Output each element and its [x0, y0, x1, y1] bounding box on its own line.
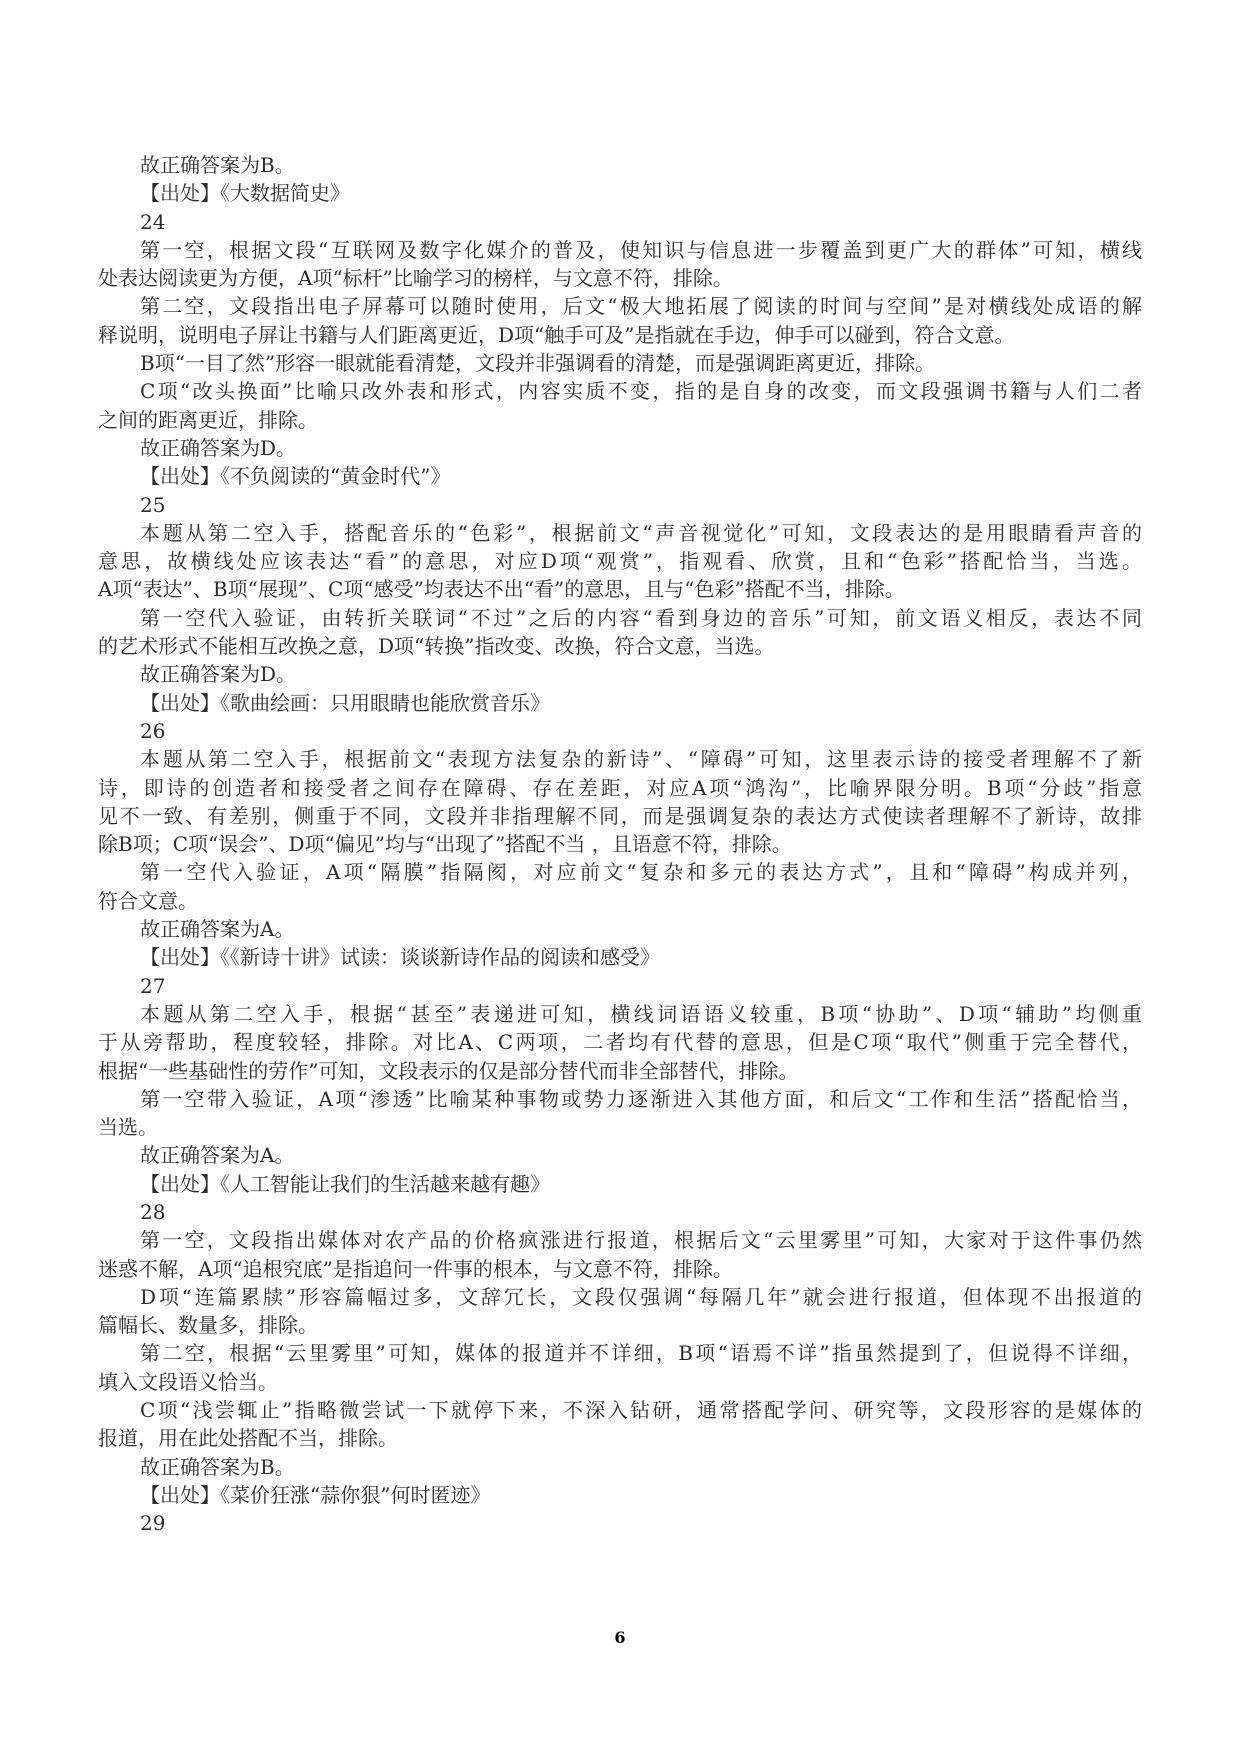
text-line: 28 [140, 1199, 166, 1224]
text-line: D项“连篇累牍”形容篇幅过多，文辞冗长，文段仅强调“每隔几年”就会进行报道，但体现不出报道的 [140, 1284, 1142, 1309]
text-line: 符合文意。 [98, 888, 198, 913]
text-line: 【出处】《不负阅读的“黄金时代”》 [140, 464, 451, 489]
text-line: 当选。 [98, 1115, 158, 1140]
text-line: 报道，用在此处搭配不当，排除。 [98, 1426, 398, 1451]
text-line: 25 [140, 492, 166, 517]
document-body [98, 151, 1142, 1538]
text-line: 27 [140, 973, 166, 998]
text-line: B项“一目了然”形容一眼就能看清楚，文段并非强调看的清楚，而是强调距离更近，排除。 [140, 351, 936, 376]
text-line: 第一空，根据文段“互联网及数字化媒介的普及，使知识与信息进一步覆盖到更广大的群体”可知，横线 [140, 237, 1142, 262]
text-line: 故正确答案为B。 [140, 153, 295, 177]
text-line: 迷惑不解，A项“追根究底”是指追问一件事的根本，与文意不符，排除。 [98, 1256, 733, 1281]
text-line: 本题从第二空入手，根据前文“表现方法复杂的新诗”、“障碍”可知，这里表示诗的接受者理解不了新 [140, 747, 1142, 772]
text-line: 之间的距离更近，排除。 [98, 407, 318, 432]
text-line: 第二空，根据“云里雾里”可知，媒体的报道并不详细，B项“语焉不详”指虽然提到了，但说得不详细， [140, 1341, 1142, 1366]
text-line: 故正确答案为B。 [140, 1454, 295, 1479]
text-line: 【出处】《《新诗十讲》试读：谈谈新诗作品的阅读和感受》 [140, 945, 660, 970]
text-line: 29 [140, 1511, 166, 1536]
text-line: 【出处】《菜价狂涨“蒜你狠”何时匿迹》 [140, 1482, 491, 1507]
text-line: 意思，故横线处应该表达“看”的意思，对应D项“观赏”，指观看、欣赏，且和“色彩”搭配恰当，当选。 [98, 549, 1142, 574]
text-line: 诗，即诗的创造者和接受者之间存在障碍、存在差距，对应A项“鸿沟”，比喻界限分明。B项“分歧”指意 [98, 775, 1142, 800]
text-line: 篇幅长、数量多，排除。 [98, 1313, 318, 1338]
text-line: 第一空代入验证，由转折关联词“不过”之后的内容“看到身边的音乐”可知，前文语义相反，表达不同 [140, 605, 1142, 630]
text-line: 【出处】《歌曲绘画：只用眼睛也能欣赏音乐》 [140, 690, 550, 715]
text-line: 的艺术形式不能相互改换之意，D项“转换”指改变、改换，符合文意，当选。 [98, 634, 775, 659]
text-line: 处表达阅读更为方便，A项“标杆”比喻学习的榜样，与文意不符，排除。 [98, 266, 733, 291]
text-line: 第一空代入验证，A项“隔膜”指隔阂，对应前文“复杂和多元的表达方式”，且和“障碍”构成并列， [140, 860, 1142, 885]
text-line: 24 [140, 209, 166, 234]
text-line: 本题从第二空入手，搭配音乐的“色彩”，根据前文“声音视觉化”可知，文段表达的是用眼睛看声音的 [140, 520, 1142, 545]
text-line: 于从旁帮助，程度较轻，排除。对比A、C两项，二者均有代替的意思，但是C项“取代”侧重于完全替代， [98, 1030, 1142, 1055]
text-line: 第一空，文段指出媒体对农产品的价格疯涨进行报道，根据后文“云里雾里”可知，大家对于这件事仍然 [140, 1228, 1142, 1253]
text-line: 根据“一些基础性的劳作”可知，文段表示的仅是部分替代而非全部替代，排除。 [98, 1058, 799, 1083]
text-line: 故正确答案为D。 [140, 662, 297, 687]
text-line: 【出处】《人工智能让我们的生活越来越有趣》 [140, 1171, 550, 1196]
text-line: 见不一致、有差别，侧重于不同，文段并非指理解不同，而是强调复杂的表达方式使读者理解不了新诗，故排 [98, 803, 1142, 828]
text-line: 第二空，文段指出电子屏幕可以随时使用，后文“极大地拓展了阅读的时间与空间”是对横线处成语的解 [140, 294, 1142, 319]
text-line: 第一空带入验证，A项“渗透”比喻某种事物或势力逐渐进入其他方面，和后文“工作和生活”搭配恰当， [140, 1086, 1142, 1111]
text-line: 释说明，说明电子屏让书籍与人们距离更近，D项“触手可及”是指就在手边，伸手可以碰到，符合文意。 [98, 322, 1015, 347]
text-line: C项“浅尝辄止”指略微尝试一下就停下来，不深入钻研，通常搭配学问、研究等，文段形容的是媒体的 [140, 1398, 1142, 1423]
text-line: 故正确答案为A。 [140, 1143, 295, 1168]
text-line: A项“表达”、B项“展现”、C项“感受”均表达不出“看”的意思，且与“色彩”搭配不当，排除。 [98, 577, 905, 602]
page-number: 6 [614, 1628, 626, 1647]
text-line: C项“改头换面”比喻只改外表和形式，内容实质不变，指的是自身的改变，而文段强调书籍与人们二者 [140, 379, 1142, 404]
text-line: 26 [140, 718, 166, 743]
text-line: 故正确答案为A。 [140, 917, 295, 942]
text-line: 填入文段语义恰当。 [98, 1369, 278, 1394]
text-line: 故正确答案为D。 [140, 435, 297, 460]
text-line: 【出处】《大数据简史》 [140, 181, 350, 206]
text-line: 除B项；C项“误会”、D项“偏见”均与“出现了”搭配不当 ，且语意不符，排除。 [98, 832, 792, 857]
text-line: 本题从第二空入手，根据“甚至”表递进可知，横线词语语义较重，B项“协助”、D项“辅助”均侧重 [140, 1001, 1142, 1026]
